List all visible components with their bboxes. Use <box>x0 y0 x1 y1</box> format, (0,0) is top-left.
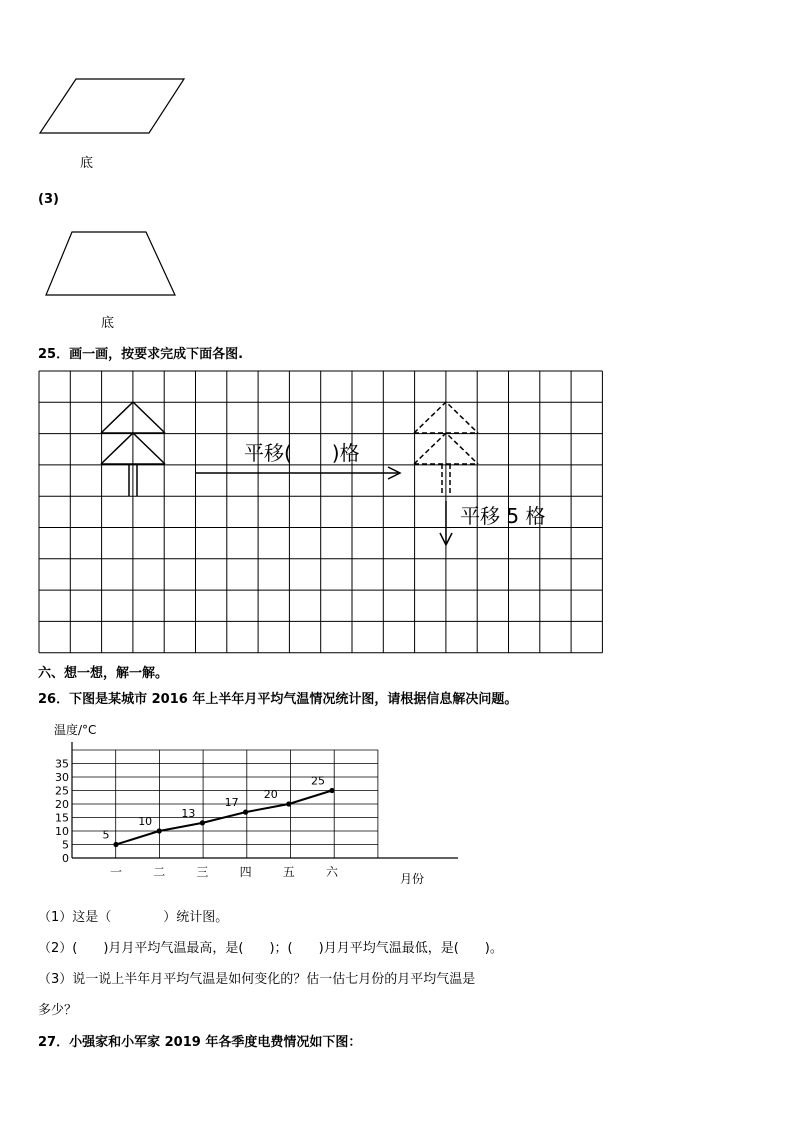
chart-x-ticks <box>110 865 339 879</box>
part-3-label: (3) <box>38 192 59 207</box>
chart-x-tick-label: 四 <box>239 865 252 879</box>
chart-data-labels <box>103 775 326 842</box>
chart-data-label: 5 <box>102 828 110 842</box>
question-26-sub-3-line-2: 多少？ <box>38 1003 78 1018</box>
chart-data-point <box>329 788 334 793</box>
chart-y-tick-label: 10 <box>55 825 69 838</box>
chart-x-tick-label: 一 <box>109 865 123 879</box>
chart-x-axis-label: 月份 <box>400 872 425 886</box>
question-26-sub-2: （2）( )月月平均气温最高，是( )；( )月月平均气温最低，是( )。 <box>38 941 503 956</box>
chart-data-label: 13 <box>181 806 196 820</box>
chart-y-tick-label: 5 <box>62 838 69 852</box>
chart-x-tick-label: 二 <box>153 865 166 879</box>
parallelogram-base-label: 底 <box>80 156 94 171</box>
chart-data-label: 10 <box>138 815 153 828</box>
translation-grid <box>36 367 608 657</box>
chart-data-point <box>200 820 205 825</box>
chart-y-tick-label: 30 <box>55 771 69 784</box>
chart-x-tick-label: 三 <box>196 865 209 879</box>
trapezoid-base-label: 底 <box>101 316 115 331</box>
chart-y-tick-label: 0 <box>62 852 69 865</box>
chart-y-axis-label: 温度/°C <box>54 723 97 737</box>
question-25-text: 25．画一画，按要求完成下面各图. <box>38 347 244 362</box>
section-6-title: 六、想一想，解一解。 <box>38 666 169 681</box>
chart-y-tick-label: 25 <box>55 784 69 798</box>
chart-data-label: 17 <box>224 796 239 810</box>
chart-data-label: 20 <box>263 788 278 801</box>
chart-data-point <box>243 810 248 815</box>
chart-x-tick-label: 六 <box>325 865 339 879</box>
question-26-sub-3-line-1: （3）说一说上半年月平均气温是如何变化的？估一估七月份的月平均气温是 <box>38 972 476 987</box>
chart-data-label: 25 <box>311 774 325 788</box>
question-26-sub-1: （1）这是（ ）统计图。 <box>38 910 229 925</box>
chart-data-point <box>286 801 291 806</box>
chart-y-tick-label: 20 <box>55 798 69 811</box>
chart-data-point <box>157 828 162 833</box>
shift-right-label: 平移( )格 <box>244 441 360 465</box>
shift-down-label: 平移 5 格 <box>460 504 546 528</box>
chart-y-tick-label: 15 <box>55 811 69 825</box>
trapezoid-figure <box>42 228 182 298</box>
question-26-text: 26．下图是某城市 2016 年上半年月平均气温情况统计图，请根据信息解决问题。 <box>38 692 518 707</box>
shift-down-arrow <box>440 501 452 545</box>
chart-y-tick-label: 35 <box>55 757 69 771</box>
chart-data-point <box>113 842 118 847</box>
parallelogram-figure <box>36 74 191 140</box>
temperature-line-chart <box>40 718 470 890</box>
chart-x-tick-label: 五 <box>282 865 295 879</box>
chart-y-ticks <box>55 758 69 866</box>
question-27-text: 27．小强家和小军家 2019 年各季度电费情况如下图： <box>38 1035 362 1050</box>
